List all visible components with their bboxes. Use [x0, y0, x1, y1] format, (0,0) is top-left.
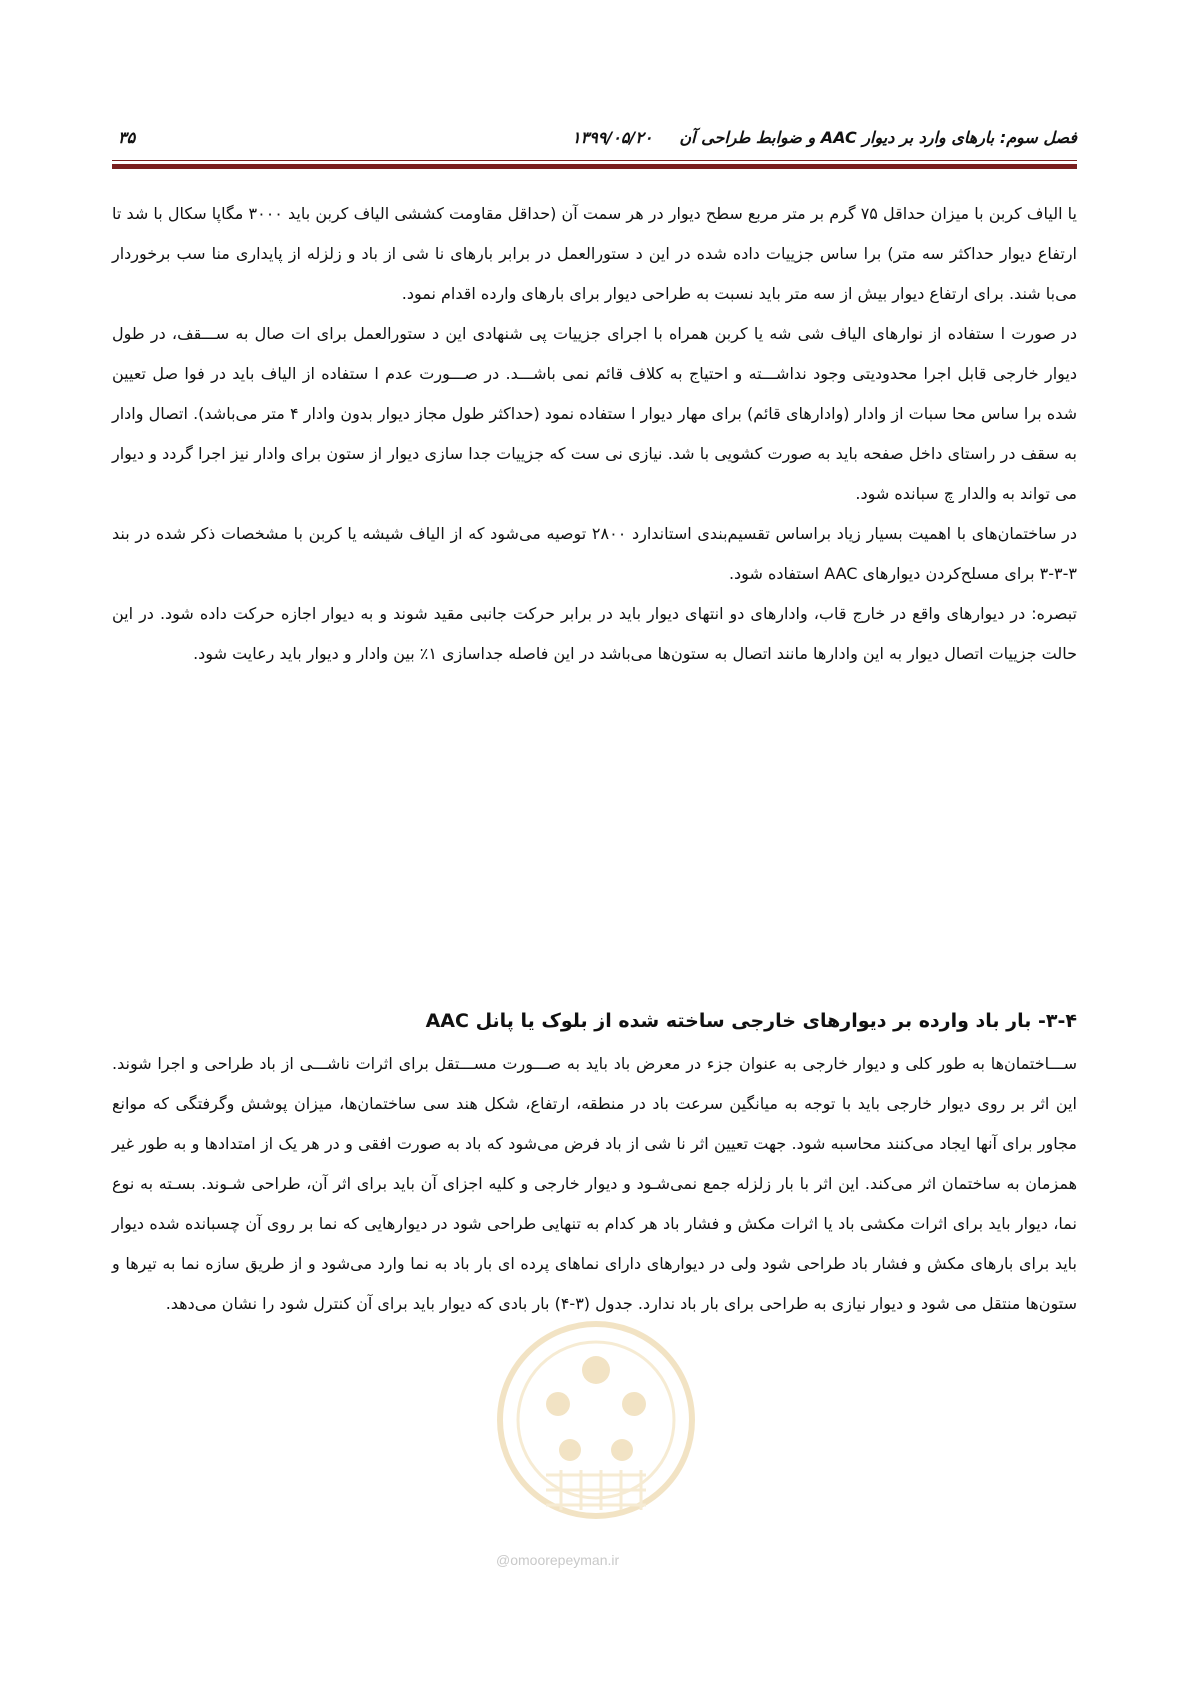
header-rule-thick: [112, 164, 1077, 169]
section-heading: ۳-۴- بار باد وارده بر دیوارهای خارجی ساخته شده از بلوک یا پانل AAC: [425, 1010, 1077, 1032]
body-text: [112, 194, 1077, 674]
section-body-text: [112, 1044, 1077, 1324]
paragraph: در صورت ا ستفاده از نوارهای الیاف شی شه یا کربن همراه با اجرای جزییات پی شنهادی این د ستورالعمل برای ات صال به ســـقف، در طول دیوار خارجی قابل اجرا محدودیتی وجود نداشـــته و احتیاج به کلاف قائم نمی باشـــد. در صـــورت عدم ا ستفاده از الیاف باید در فوا صل تعیین شده برا ساس محا سبات از وادار (وادارهای قائم) برای مهار دیوار ا ستفاده نمود (حداکثر طول مجاز دیوار بدون وادار ۴ متر می‌باشد). اتصال وادار به سقف در راستای داخل صفحه باید به صورت کشویی با شد. نیازی نی ست که جزییات جدا سازی دیوار از ستون برای وادار نیز اجرا گردد و دیوار می تواند به والدار چ سبانده شود.: [112, 324, 1078, 503]
paragraph: یا الیاف کربن با میزان حداقل ۷۵ گرم بر متر مربع سطح دیوار در هر سمت آن (حداقل مقاومت کششی الیاف کربن باید ۳۰۰۰ مگاپا سکال با شد تا ارتفاع دیوار حداکثر سه متر) برا ساس جزییات داده شده در این د ستورالعمل در برابر بارهای نا شی از باد و زلزله از پایداری منا سب برخوردار می‌با شند. برای ارتفاع دیوار بیش از سه متر باید نسبت به طراحی دیوار برای بارهای وارده اقدام نمود.: [112, 204, 1077, 303]
paragraph: تبصره: در دیوارهای واقع در خارج قاب، وادارهای دو انتهای دیوار باید در برابر حرکت جانبی مقید شوند و به دیوار اجازه حرکت داده شود. در این حالت جزییات اتصال دیوار به این وادارها مانند اتصال به ستون‌ها می‌باشد در این فاصله جداسازی ۱٪ بین وادار و دیوار باید رعایت شود.: [112, 604, 1077, 663]
chapter-title: فصل سوم: بارهای وارد بر دیوار AAC و ضوابط طراحی آن: [679, 128, 1077, 147]
watermark-url: @omoorepeyman.ir: [496, 1552, 620, 1568]
header-rule-thin: [112, 160, 1077, 161]
page-header: [112, 128, 1077, 158]
paragraph: ســـاختمان‌ها به طور کلی و دیوار خارجی به عنوان جزء در معرض باد باید به صـــورت مســـتقل برای اثرات ناشـــی از باد طراحی و اجرا شوند. این اثر بر روی دیوار خارجی باید با توجه به میانگین سرعت باد در منطقه، ارتفاع، شکل هند سی ساختمان‌ها، میزان پوشش وگرفتگی که موانع مجاور برای آنها ایجاد می‌کنند محاسبه شود. جهت تعیین اثر نا شی از باد فرض می‌شود که باد به صورت افقی و در هر یک از امتدادها و به طور غیر همزمان به ساختمان اثر می‌کند. این اثر با بار زلزله جمع نمی‌شـود و دیوار خارجی و کلیه اجزای آن باید برای اثر آن، طراحی شـوند. بسـته به نوع نما، دیوار باید برای اثرات مکشی باد یا اثرات مکش و فشار باد هر کدام به تنهایی طراحی شود در دیوارهایی که نما بر روی آن چسبانده شده دیوار باید برای بارهای مکش و فشار باد طراحی شود ولی در دیوارهای دارای نماهای پرده ای بار باد به نما وارد می‌شود و از طریق سازه نما به تیرها و ستون‌ها منتقل می شود و دیوار نیازی به طراحی برای بار باد ندارد. جدول (۳-۴) بار بادی که دیوار باید برای آن کنترل شود را نشان می‌دهد.: [112, 1054, 1077, 1313]
paragraph: در ساختمان‌های با اهمیت بسیار زیاد براساس تقسیم‌بندی استاندارد ۲۸۰۰ توصیه می‌شود که از الیاف شیشه یا کربن با مشخصات ذکر شده در بند ۳-۳-۳ برای مسلح‌کردن دیوارهای AAC استفاده شود.: [112, 524, 1077, 583]
watermark-logo-icon: [486, 1300, 706, 1580]
page-number: ۳۵: [118, 128, 136, 147]
header-date: ۱۳۹۹/۰۵/۲۰: [572, 128, 653, 147]
